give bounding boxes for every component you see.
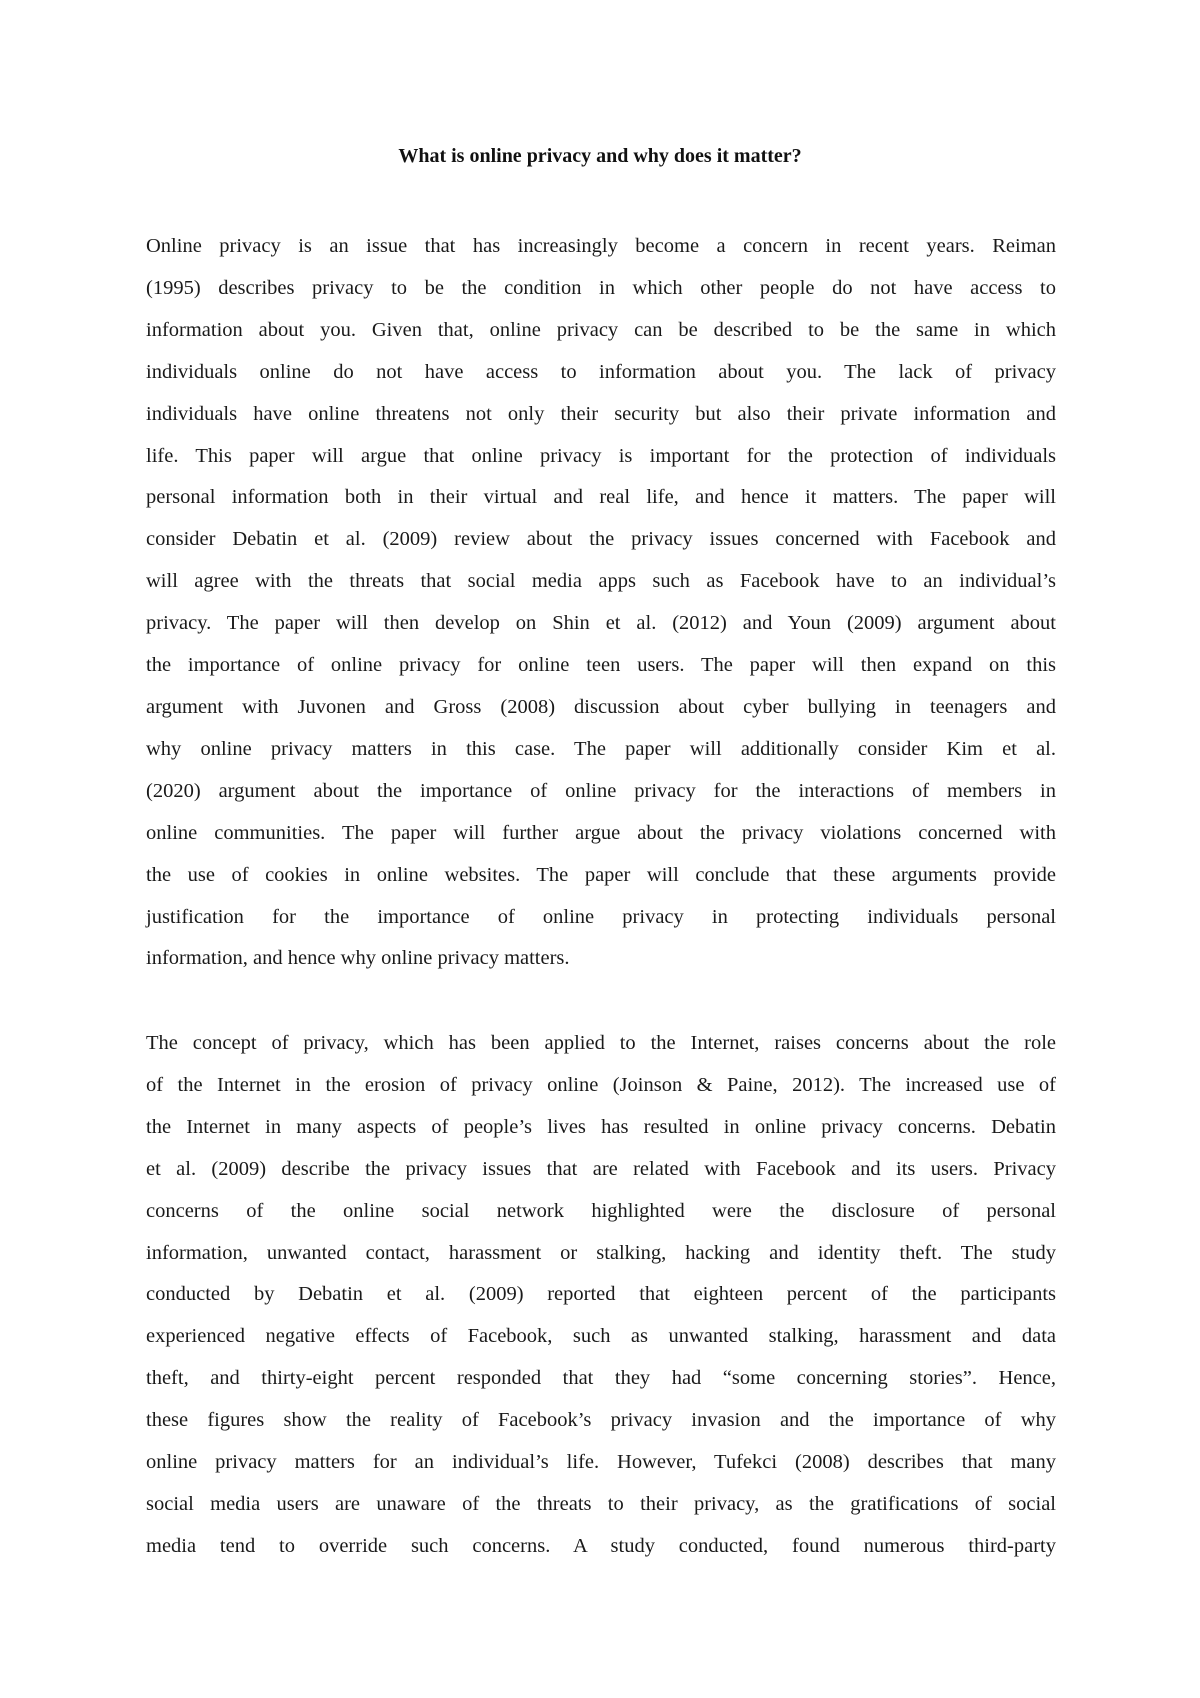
text-line: experienced negative effects of Facebook, such as unwanted stalking, harassment and data: [146, 1325, 1056, 1348]
text-line: The concept of privacy, which has been applied to the Internet, raises concerns about the role: [146, 1032, 1056, 1054]
text-line: online privacy matters for an individual’s life. However, Tufekci (2008) describes that many: [146, 1451, 1056, 1474]
text-line: argument with Juvonen and Gross (2008) discussion about cyber bullying in teenagers and: [146, 695, 1056, 718]
text-line: privacy. The paper will then develop on Shin et al. (2012) and Youn (2009) argument about: [146, 612, 1056, 635]
text-line: information about you. Given that, online privacy can be described to be the same in which: [146, 318, 1056, 341]
text-line: Online privacy is an issue that has increasingly become a concern in recent years. Reiman: [146, 235, 1056, 257]
text-line: the importance of online privacy for online teen users. The paper will then expand on this: [146, 654, 1056, 677]
text-line: et al. (2009) describe the privacy issues that are related with Facebook and its users. Privacy: [146, 1157, 1056, 1180]
text-line: justification for the importance of online privacy in protecting individuals personal: [146, 905, 1056, 928]
paragraph-privacy-concept: [146, 1023, 1056, 1568]
text-line: social media users are unaware of the threats to their privacy, as the gratifications of social: [146, 1492, 1056, 1515]
text-line: life. This paper will argue that online privacy is important for the protection of individuals: [146, 444, 1056, 467]
text-line: why online privacy matters in this case. The paper will additionally consider Kim et al.: [146, 737, 1056, 760]
paragraph-introduction: [146, 226, 1056, 980]
text-line: the use of cookies in online websites. The paper will conclude that these arguments provide: [146, 863, 1056, 886]
text-line: consider Debatin et al. (2009) review about the privacy issues concerned with Facebook and: [146, 528, 1056, 551]
text-line: individuals have online threatens not only their security but also their private information and: [146, 402, 1056, 425]
document-title: What is online privacy and why does it matter?: [398, 145, 802, 167]
text-line: (1995) describes privacy to be the condition in which other people do not have access to: [146, 276, 1056, 299]
text-line: online communities. The paper will further argue about the privacy violations concerned with: [146, 821, 1056, 844]
text-line: media tend to override such concerns. A study conducted, found numerous third-party: [146, 1534, 1056, 1557]
text-line: information, unwanted contact, harassment or stalking, hacking and identity theft. The study: [146, 1241, 1056, 1264]
text-line: these figures show the reality of Facebook’s privacy invasion and the importance of why: [146, 1409, 1056, 1432]
text-line: individuals online do not have access to information about you. The lack of privacy: [146, 360, 1056, 383]
text-line: of the Internet in the erosion of privacy online (Joinson & Paine, 2012). The increased use of: [146, 1073, 1056, 1096]
text-line: (2020) argument about the importance of online privacy for the interactions of members in: [146, 779, 1056, 802]
text-line: theft, and thirty-eight percent responded that they had “some concerning stories”. Hence,: [146, 1367, 1056, 1390]
text-line: the Internet in many aspects of people’s lives has resulted in online privacy concerns. Debatin: [146, 1115, 1056, 1138]
text-line: conducted by Debatin et al. (2009) reported that eighteen percent of the participants: [146, 1283, 1056, 1306]
text-line: will agree with the threats that social media apps such as Facebook have to an individual’s: [146, 570, 1056, 593]
text-line: personal information both in their virtual and real life, and hence it matters. The paper will: [146, 486, 1056, 509]
text-line: concerns of the online social network highlighted were the disclosure of personal: [146, 1199, 1056, 1222]
text-line: information, and hence why online privacy matters.: [146, 947, 570, 970]
